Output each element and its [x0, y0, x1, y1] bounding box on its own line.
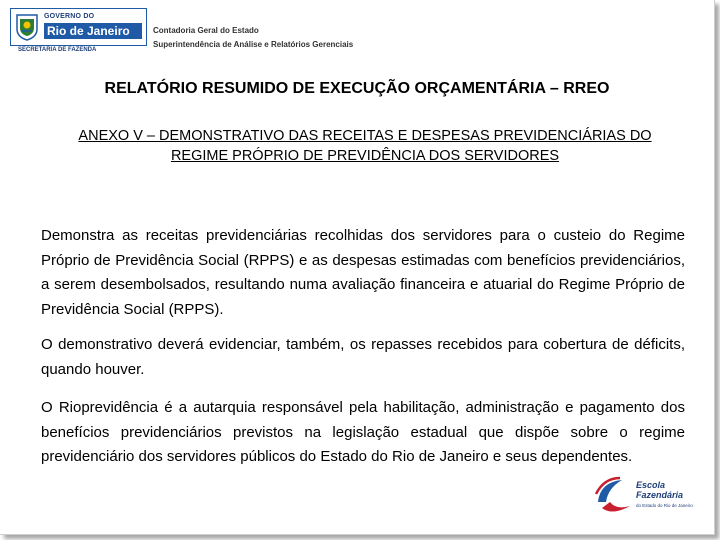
logo-sub-text: SECRETARIA DE FAZENDA [18, 47, 97, 53]
escola-fazendaria-logo [592, 472, 702, 520]
paragraph-rioprevidencia: O Rioprevidência é a autarquia responsável pela habilitação, administração e pagamento dos benefícios previdenciários previstos na legislação estadual que dispõe sobre o regime previdenciário dos servidores públicos do Estado do Rio de Janeiro e seus dependentes. [41, 399, 685, 465]
paragraph-deficit: O demonstrativo deverá evidenciar, também, os repasses recebidos para cobertura de déficits, quando houver. [41, 336, 685, 378]
logo-frame [10, 8, 147, 46]
swoosh-icon [592, 472, 636, 520]
government-logo [10, 8, 145, 56]
annex-heading: ANEXO V – DEMONSTRATIVO DAS RECEITAS E DESPESAS PREVIDENCIÁRIAS DO REGIME PRÓPRIO DE PREVIDÊNCIA DOS SERVIDORES [78, 128, 652, 164]
logo-top-text: GOVERNO DO [44, 13, 95, 20]
footer-logo-line3: do Estado do Rio de Janeiro [636, 503, 693, 508]
org-department: Superintendência de Análise e Relatórios Gerenciais [153, 40, 354, 49]
page-title: RELATÓRIO RESUMIDO DE EXECUÇÃO ORÇAMENTÁRIA – RREO [104, 80, 610, 97]
coat-of-arms-icon [15, 13, 39, 41]
paragraph-description: Demonstra as receitas previdenciárias recolhidas dos servidores para o custeio do Regime Próprio de Previdência Social (RPPS) e as despesas estimadas com benefícios previdenciários, a serem desembolsados, resultando numa avaliação financeira e atuarial do Regime Próprio de Previdência Social (RPPS). [41, 227, 685, 318]
footer-logo-line2: Fazendária [636, 490, 684, 500]
footer-logo-line1: Escola [636, 480, 666, 490]
logo-main-text: Rio de Janeiro [44, 23, 142, 39]
org-name: Contadoria Geral do Estado [153, 26, 259, 35]
